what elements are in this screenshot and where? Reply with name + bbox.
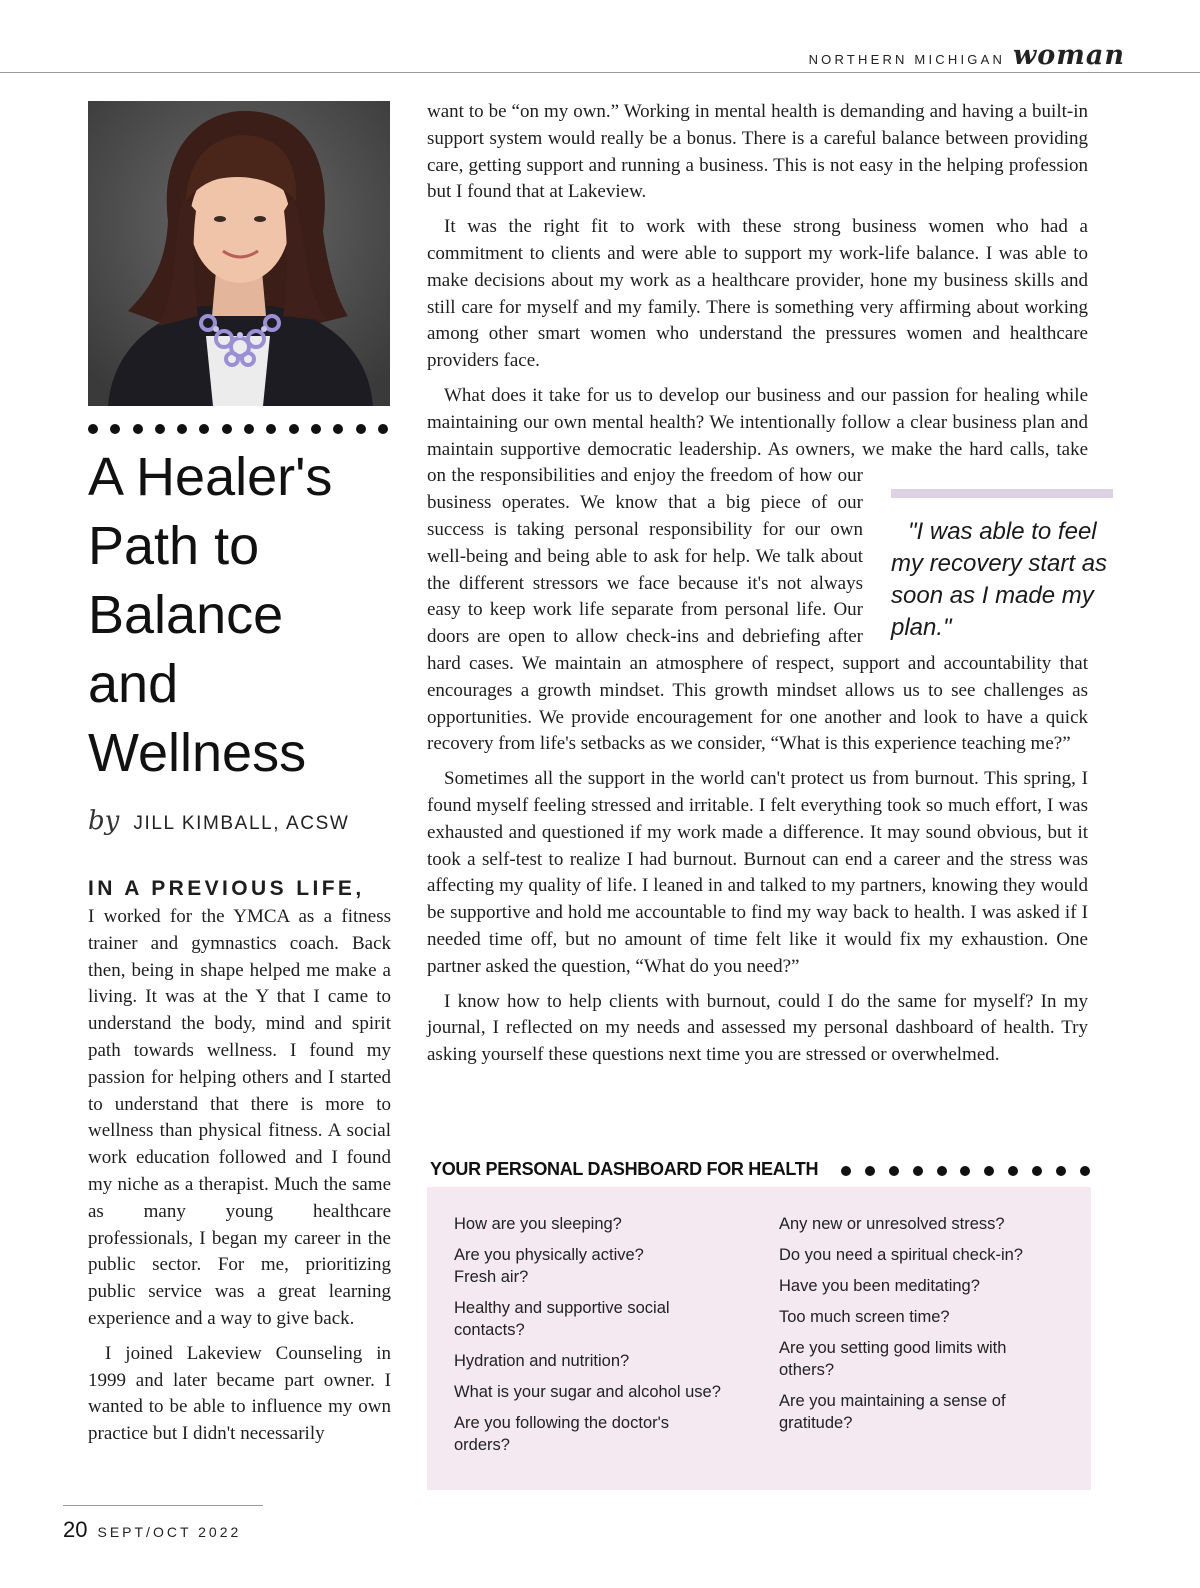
dot-divider-left bbox=[88, 424, 388, 434]
body-column-left bbox=[88, 874, 391, 1456]
pull-quote-text: "I was able to feel my recovery start as soon as I made my plan." bbox=[891, 518, 1108, 642]
author-name: JILL KIMBALL, ACSW bbox=[133, 813, 350, 834]
list-item: How are you sleeping? bbox=[454, 1215, 622, 1233]
paragraph: Sometimes all the support in the world can't protect us from burnout. This spring, I found myself feeling stressed and irritable. I felt everything took so much effort, I was exhausted and questioned if my work made a difference. It may sound obvious, but it took a self-test to realize I had burnout. Burnout can end a career and the stress was affecting my quality of life. I leaned in and talked to my partners, knowing they would be supportive and hold me accountable to find my way back to health. I was asked if I needed time off, but no amount of time felt like it would fix my exhaustion. One partner asked the question, “What do you need?” bbox=[427, 768, 1088, 977]
list-item: Are you setting good limits with others? bbox=[779, 1339, 1007, 1379]
dashboard-questions-left bbox=[454, 1213, 749, 1465]
magazine-name: NORTHERN MICHIGAN bbox=[808, 52, 1006, 67]
list-item: Hydration and nutrition? bbox=[454, 1352, 630, 1370]
list-item: Have you been meditating? bbox=[779, 1277, 980, 1295]
header-rule bbox=[0, 72, 1200, 73]
health-dashboard-box bbox=[427, 1187, 1091, 1490]
opening-paragraph-text: I worked for the YMCA as a fitness trainer and gymnastics coach. Back then, being in shape helped me make a living. It was at the Y that I came to understand the body, mind and spirit path towards wellness. I found my passion for helping others and I started to understand that there is more to wellness than physical fitness. A social work education followed and I found my niche as a therapist. Much the same as many young healthcare professionals, I began my career in the public sector. For me, prioritizing public service was a great learning experience and a way to give back. bbox=[88, 906, 391, 1329]
dot-divider-sidebar bbox=[841, 1166, 1090, 1176]
list-item: Do you need a spiritual check-in? bbox=[779, 1246, 1023, 1264]
paragraph-text: What does it take for us to develop our business and our passion for healing while maintaining our own mental health? We intentionally follow a clear business plan and maintain supportive democratic leadership. As owners, we bbox=[427, 384, 1088, 460]
paragraph: I joined Lakeview Counseling in 1999 and later became part owner. I wanted to be able to influence my own practice but I didn't necessarily bbox=[88, 1342, 391, 1445]
paragraph-with-pull-quote bbox=[427, 383, 1108, 758]
paragraph: want to be “on my own.” Working in mental health is demanding and having a built-in support system would really be a bonus. There is a careful balance between providing care, getting support and running a business. This is not easy in the helping profession but I found that at Lakeview. bbox=[427, 101, 1088, 203]
magazine-header bbox=[809, 40, 1125, 71]
pull-quote bbox=[891, 489, 1113, 644]
folio bbox=[63, 1517, 241, 1543]
paragraph: It was the right fit to work with these strong business women who had a commitment to clients and were able to support my work-life balance. I was able to make decisions about my work as a healthcare provider, hone my business skills and still care for myself and my family. There is something very affirming about working among other smart women who understand the pressures women and healthcare providers face. bbox=[427, 216, 1088, 372]
byline bbox=[88, 806, 349, 836]
author-photo bbox=[88, 101, 390, 406]
list-item: Are you physically active? Fresh air? bbox=[454, 1246, 644, 1286]
list-item: Are you following the doctor's orders? bbox=[454, 1414, 670, 1454]
list-item: Are you maintaining a sense of gratitude? bbox=[779, 1392, 1006, 1432]
paragraph-text: make the hard calls, take on the responsibilities and enjoy the freedom of how our business operates. We know that a big piece of our success is taking personal responsibility for our own well-being and being able to ask for help. We talk about the different stressors we face because it's not always easy to keep work life separate from personal life. Our doors are open to allow check-ins and debriefing after hard cases. We maintain an atmosphere of respect, support and accountability that encourages a growth mindset. This growth mindset allows us to see challenges as opportunities. We provide encouragement for one another and look to have a quick recovery from life's setbacks as we consider, “What is this experience teaching me?” bbox=[427, 438, 1088, 755]
opening-paragraph bbox=[88, 874, 391, 1333]
magazine-script-logo: woman bbox=[1013, 40, 1125, 71]
page-number: 20 bbox=[63, 1517, 88, 1542]
list-item: Any new or unresolved stress? bbox=[779, 1215, 1005, 1233]
paragraph: I know how to help clients with burnout, could I do the same for myself? In my journal, I reflected on my needs and assessed my personal dashboard of health. Try asking yourself these questions next time you are stressed or overwhelmed. bbox=[427, 990, 1088, 1066]
dashboard-questions-right bbox=[779, 1213, 1069, 1443]
issue-date: SEPT/OCT 2022 bbox=[97, 1524, 242, 1540]
list-item: What is your sugar and alcohol use? bbox=[454, 1383, 721, 1401]
footer-rule bbox=[63, 1505, 263, 1506]
lead-in: IN A PREVIOUS LIFE, bbox=[88, 877, 365, 900]
list-item: Too much screen time? bbox=[779, 1308, 950, 1326]
body-column-right bbox=[427, 99, 1108, 1077]
list-item: Healthy and supportive social contacts? bbox=[454, 1299, 670, 1339]
sidebar-heading: YOUR PERSONAL DASHBOARD FOR HEALTH bbox=[430, 1159, 819, 1179]
byline-script: by bbox=[88, 806, 120, 836]
article-title: A Healer's Path to Balance and Wellness bbox=[88, 447, 333, 783]
